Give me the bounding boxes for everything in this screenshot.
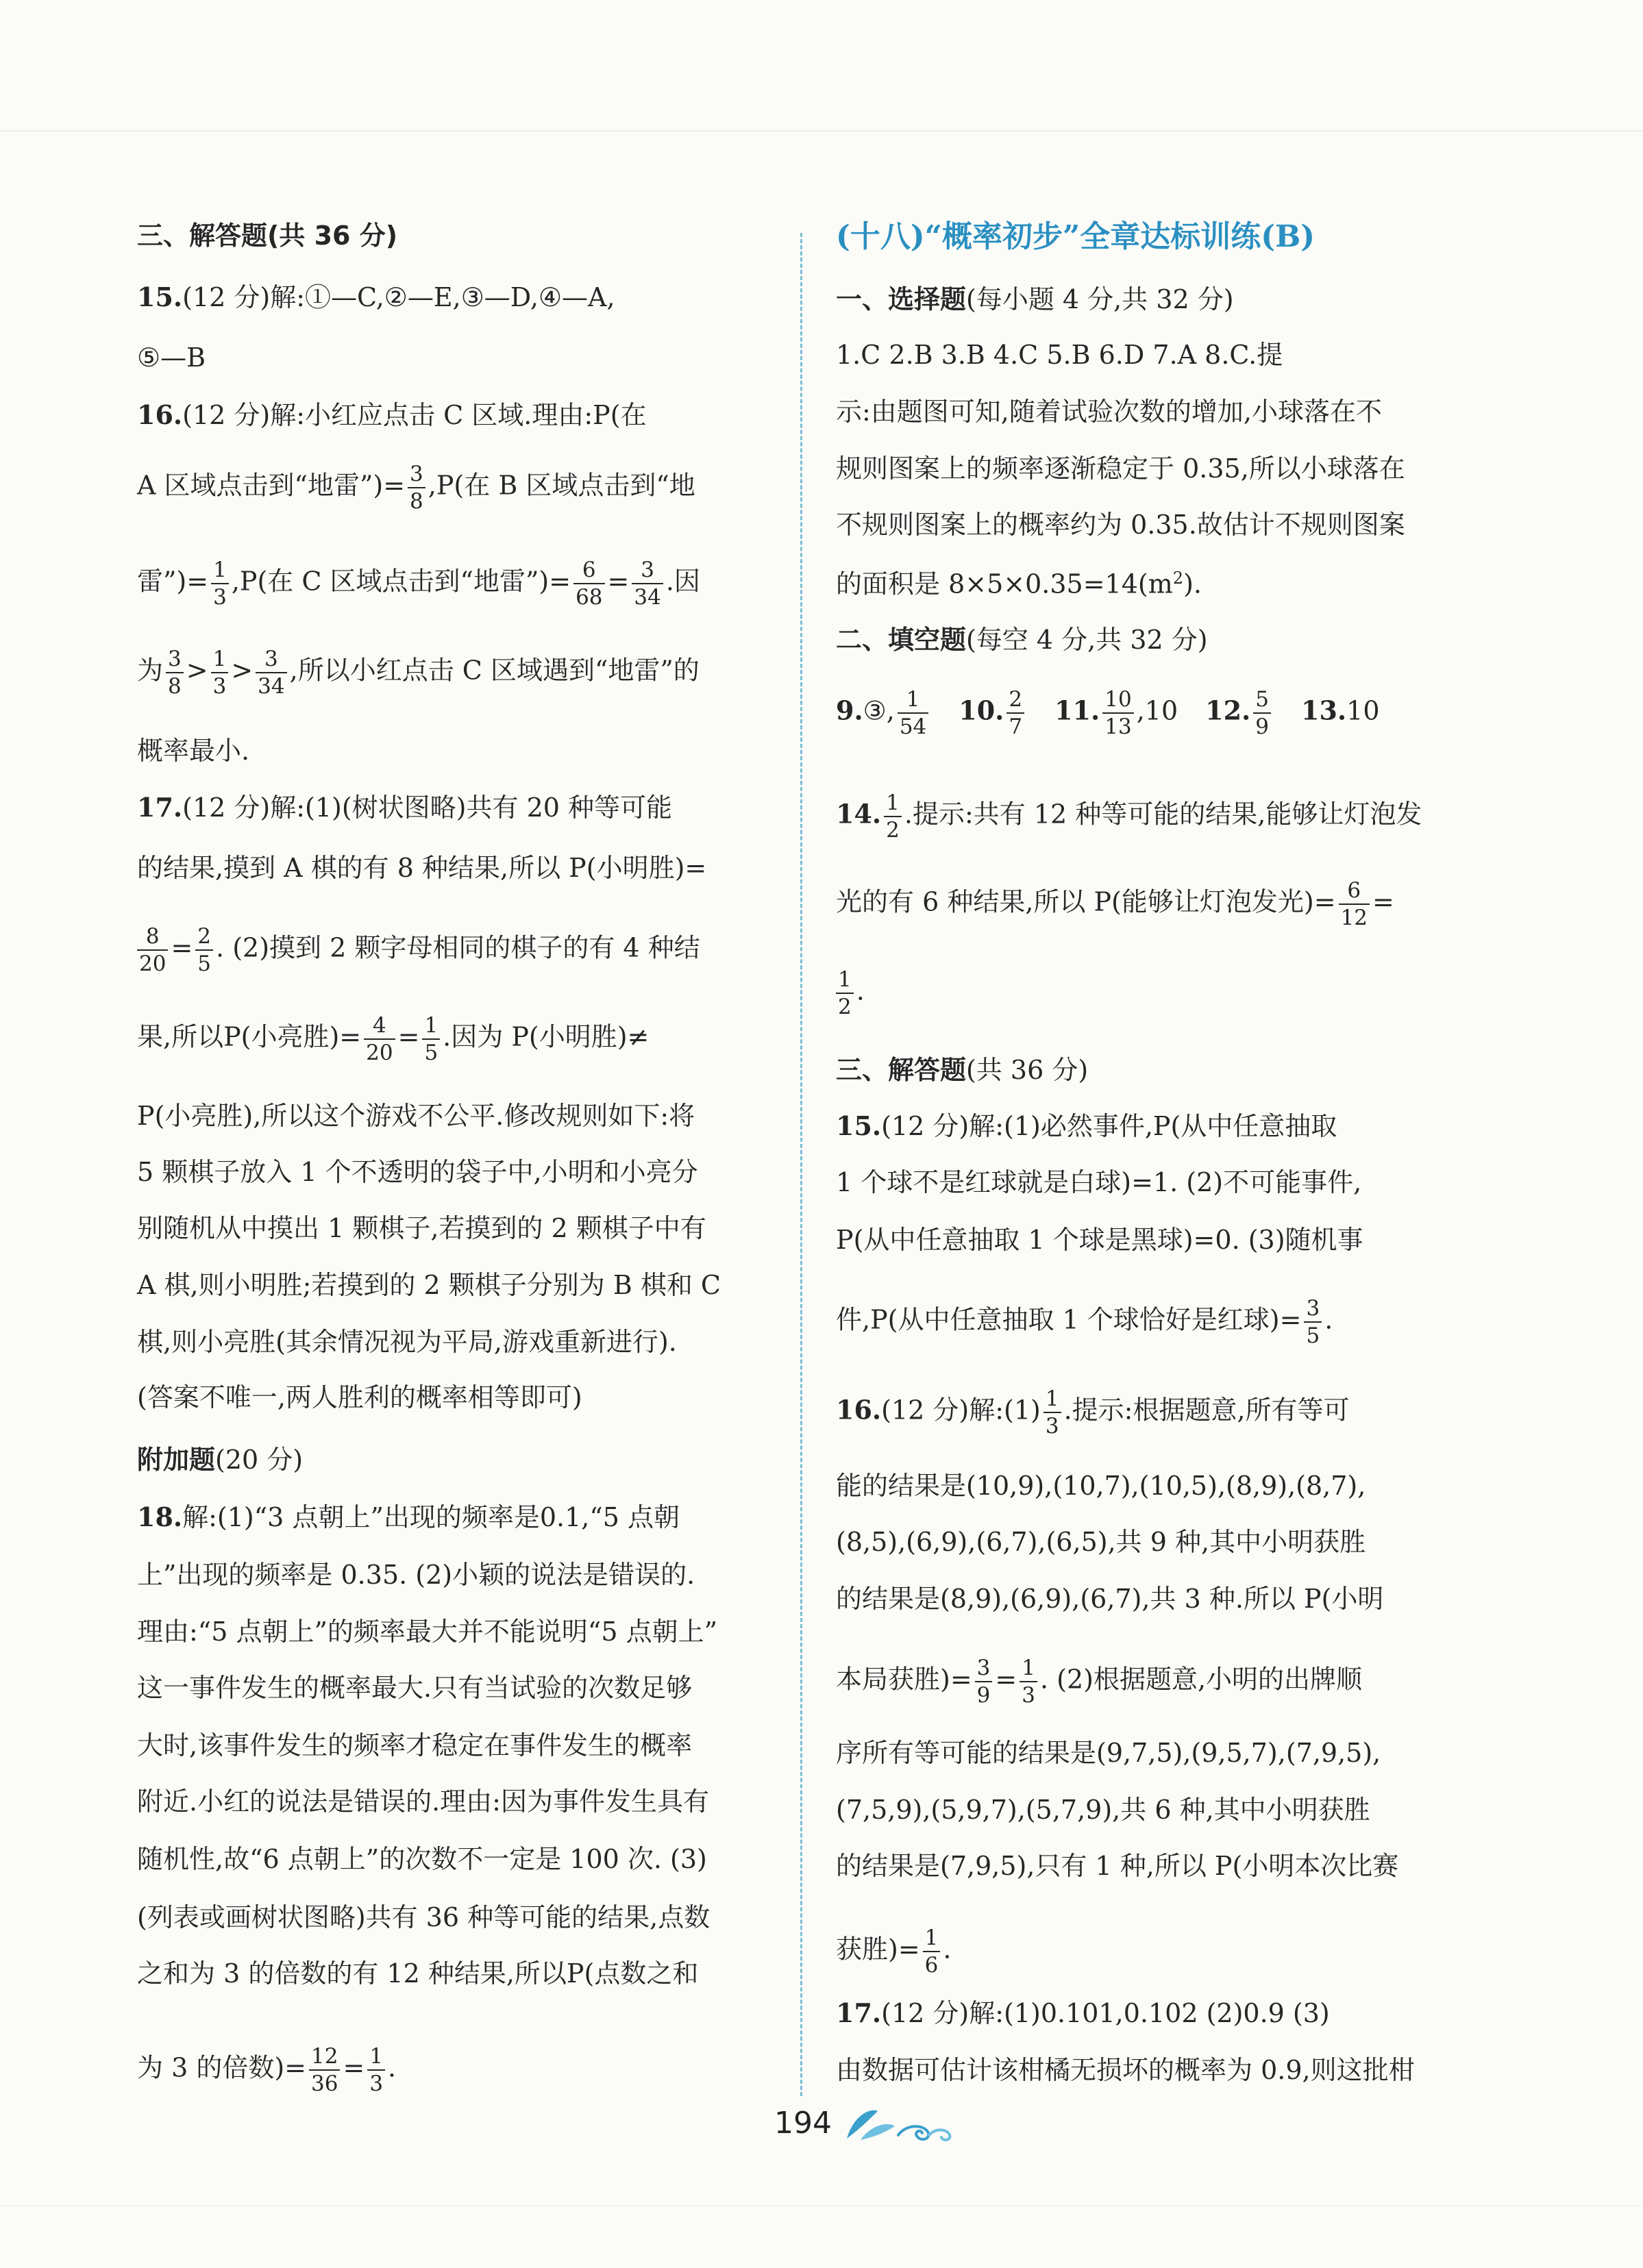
fraction	[422, 1014, 440, 1064]
numerator: 1	[898, 688, 928, 714]
text: 解:(1)“3 点朝上”出现的频率是0.1,“5 点朝	[182, 1502, 680, 1532]
text: =	[343, 2052, 365, 2083]
numerator: 2	[1006, 688, 1024, 714]
fraction	[211, 647, 229, 698]
fraction	[975, 1656, 993, 1707]
denominator: 5	[424, 1040, 438, 1066]
numerator: 3	[975, 1656, 993, 1682]
text: >	[186, 655, 208, 686]
text-line: 序所有等可能的结果是(9,7,5),(9,5,7),(7,9,5),	[836, 1738, 1381, 1768]
numerator: 1	[1020, 1656, 1037, 1682]
text: 为 3 的倍数)=	[137, 2052, 307, 2083]
swirl-shape	[929, 2130, 950, 2140]
text: .	[388, 2052, 397, 2083]
fraction	[836, 968, 854, 1019]
text-line	[137, 2045, 396, 2095]
text-line: 示:由题图可知,随着试验次数的增加,小球落在不	[836, 397, 1382, 427]
denominator: 20	[366, 1040, 393, 1066]
section-heading: 三、解答题(共 36 分)	[137, 221, 398, 251]
numerator: 1	[211, 558, 229, 584]
denominator: 3	[1045, 1414, 1059, 1439]
text: 二、填空题	[836, 625, 967, 655]
text: 件,P(从中任意抽取 1 个球恰好是红球)=	[836, 1304, 1302, 1335]
fraction	[898, 688, 928, 738]
answer-17	[836, 1997, 1330, 2028]
fraction	[256, 647, 286, 698]
denominator: 9	[976, 1683, 991, 1708]
fraction	[367, 2045, 385, 2095]
fraction	[195, 925, 213, 975]
question-number: 13.	[1301, 695, 1347, 726]
bonus-heading	[137, 1447, 303, 1473]
fraction	[1020, 1656, 1037, 1707]
fraction	[211, 558, 229, 609]
text: .因为 P(小明胜)≠	[443, 1021, 650, 1052]
numerator: 1	[422, 1014, 440, 1040]
text-line	[836, 1297, 1333, 1347]
text: .提示:根据题意,所有等可	[1063, 1395, 1350, 1425]
text: =	[1372, 886, 1394, 917]
text: .提示:共有 12 种等可能的结果,能够让灯泡发	[904, 799, 1422, 830]
text: 为	[137, 655, 164, 686]
leaf-shape	[861, 2124, 895, 2140]
answer-18	[137, 1501, 680, 1532]
fraction	[1102, 688, 1133, 738]
text-line	[137, 1014, 649, 1064]
numerator: 6	[573, 558, 604, 584]
text-line	[137, 558, 700, 609]
fraction	[309, 2045, 340, 2095]
text: 10	[1346, 695, 1380, 726]
superscript: 2	[1172, 569, 1184, 588]
numerator: 12	[309, 2045, 340, 2071]
text: 三、解答题	[836, 1055, 967, 1085]
text-line: 的结果是(7,9,5),只有 1 种,所以 P(小明本次比赛	[836, 1851, 1399, 1881]
text: (每小题 4 分,共 32 分)	[966, 284, 1234, 314]
column-divider	[800, 233, 802, 2096]
text: ③,	[863, 695, 895, 726]
fraction	[408, 462, 425, 513]
text-line: 规则图案上的频率逐渐稳定于 0.35,所以小球落在	[836, 453, 1405, 484]
text: 附加题	[137, 1445, 216, 1475]
text-line: (答案不唯一,两人胜利的概率相等即可)	[137, 1382, 582, 1412]
denominator: 68	[576, 585, 603, 610]
text-line: (7,5,9),(5,9,7),(5,7,9),共 6 种,其中小明获胜	[836, 1795, 1370, 1825]
fraction	[573, 558, 604, 609]
numerator: 6	[1339, 879, 1370, 905]
question-number: 14.	[836, 798, 882, 830]
answer-15	[137, 284, 615, 310]
text-line	[137, 647, 700, 698]
text-line	[137, 462, 695, 513]
question-number: 12.	[1205, 695, 1251, 726]
text: (12 分)解:(1)必然事件,P(从中任意抽取	[881, 1111, 1337, 1141]
denominator: 5	[1306, 1323, 1320, 1349]
text-line: P(从中任意抽取 1 个球是黑球)=0. (3)随机事	[836, 1225, 1363, 1255]
text-line: 的结果是(8,9),(6,9),(6,7),共 3 种.所以 P(小明	[836, 1584, 1384, 1614]
numerator: 3	[166, 647, 184, 673]
numerator: 1	[923, 1926, 941, 1952]
numerator: 1	[884, 791, 902, 817]
text-line: ⑤—B	[137, 342, 206, 373]
answer-17	[137, 792, 673, 823]
text: 一、选择题	[836, 284, 967, 314]
numerator: 4	[364, 1014, 395, 1040]
text-line: A 棋,则小明胜;若摸到的 2 颗棋子分别为 B 棋和 C	[137, 1270, 721, 1300]
denominator: 13	[1104, 714, 1132, 740]
denominator: 8	[410, 489, 423, 514]
text: 的面积是 8×5×0.35=14(m	[836, 569, 1173, 599]
numerator: 3	[256, 647, 286, 673]
text-line: 5 颗棋子放入 1 个不透明的袋子中,小明和小亮分	[137, 1157, 698, 1187]
question-number: 18.	[137, 1501, 183, 1532]
denominator: 3	[1022, 1683, 1035, 1708]
answer-14	[836, 791, 1422, 842]
text-line: 能的结果是(10,9),(10,7),(10,5),(8,9),(8,7),	[836, 1471, 1366, 1501]
text: .	[1324, 1304, 1333, 1335]
denominator: 8	[168, 674, 182, 699]
numerator: 3	[632, 558, 663, 584]
numerator: 2	[195, 925, 213, 951]
text: . (2)根据题意,小明的出牌顺	[1039, 1664, 1363, 1695]
text-line: 上”出现的频率是 0.35. (2)小颖的说法是错误的.	[137, 1560, 695, 1590]
text-line: 之和为 3 的倍数的有 12 种结果,所以P(点数之和	[137, 1958, 699, 1989]
question-number: 17.	[137, 792, 183, 823]
denominator: 3	[369, 2071, 384, 2097]
text: ,10	[1136, 695, 1178, 726]
denominator: 3	[212, 674, 227, 699]
denominator: 9	[1255, 714, 1270, 740]
text: =	[397, 1021, 420, 1052]
text: A 区域点击到“地雷”)=	[137, 470, 406, 501]
fraction	[137, 925, 168, 975]
fraction	[884, 791, 902, 842]
answer-15	[836, 1110, 1337, 1141]
denominator: 34	[258, 674, 285, 699]
denominator: 2	[886, 818, 900, 843]
numerator: 5	[1253, 688, 1271, 714]
section-heading	[836, 627, 1208, 653]
text: =	[995, 1664, 1017, 1695]
answer-16	[137, 399, 647, 430]
text-line: 概率最小.	[137, 736, 250, 766]
denominator: 3	[213, 585, 227, 610]
numerator: 10	[1102, 688, 1133, 714]
fraction	[923, 1926, 941, 1977]
denominator: 5	[197, 951, 212, 977]
text: (12 分)解:(1)(树状图略)共有 20 种等可能	[182, 793, 673, 823]
text: (12 分)解:①—C,②—E,③—D,④—A,	[182, 282, 615, 312]
fraction	[364, 1014, 395, 1064]
fraction	[632, 558, 663, 609]
denominator: 34	[634, 585, 661, 610]
page-number: 194	[774, 2106, 832, 2141]
text: 果,所以P(小亮胜)=	[137, 1021, 362, 1052]
text: (每空 4 分,共 32 分)	[966, 625, 1208, 655]
answer-16	[836, 1387, 1350, 1438]
text-line	[836, 968, 865, 1019]
text-line: 大时,该事件发生的频率才稳定在事件发生的概率	[137, 1730, 693, 1760]
text-line: 棋,则小亮胜(其余情况视为平局,游戏重新进行).	[137, 1327, 677, 1357]
text: 光的有 6 种结果,所以 P(能够让灯泡发光)=	[836, 886, 1336, 917]
text: 雷”)=	[137, 566, 209, 597]
text: . (2)摸到 2 颗字母相同的棋子的有 4 种结	[216, 932, 700, 963]
denominator: 7	[1009, 714, 1023, 740]
question-number: 11.	[1054, 695, 1100, 726]
text: 获胜)=	[836, 1934, 920, 1965]
swirl-shape	[898, 2126, 928, 2139]
text-line: 由数据可估计该柑橘无损坏的概率为 0.9,则这批柑	[836, 2055, 1415, 2085]
text-line: 的结果,摸到 A 棋的有 8 种结果,所以 P(小明胜)=	[137, 853, 707, 883]
text-line: 不规则图案上的概率约为 0.35.故估计不规则图案	[836, 510, 1405, 540]
numerator: 1	[836, 968, 854, 994]
question-number: 16.	[836, 1394, 882, 1425]
text: 本局获胜)=	[836, 1664, 972, 1695]
fraction	[1006, 688, 1024, 738]
text-line: 附近.小红的说法是错误的.理由:因为事件发生具有	[137, 1786, 709, 1817]
text: .	[856, 975, 865, 1006]
section-heading	[836, 1057, 1088, 1083]
text: ,所以小红点击 C 区域遇到“地雷”的	[289, 655, 700, 686]
text-line	[836, 1656, 1362, 1707]
leaf-ornament-svg	[840, 2104, 956, 2145]
section-heading	[836, 286, 1234, 312]
text: (12 分)解:(1)0.101,0.102 (2)0.9 (3)	[881, 1998, 1330, 2028]
text: ).	[1183, 569, 1202, 599]
text-line	[836, 1926, 952, 1977]
fraction	[1304, 1297, 1322, 1347]
text-line: 理由:“5 点朝上”的频率最大并不能说明“5 点朝上”	[137, 1617, 718, 1647]
text: .因	[665, 566, 700, 597]
fraction	[1339, 879, 1370, 930]
denominator: 6	[924, 1953, 939, 1978]
text: ,P(在 B 区域点击到“地	[428, 470, 695, 501]
text-line: 1 个球不是红球就是白球)=1. (2)不可能事件,	[836, 1167, 1362, 1197]
chapter-title: (十八)“概率初步”全章达标训练(B)	[836, 219, 1315, 254]
numerator: 1	[367, 2045, 385, 2071]
question-number: 17.	[836, 1997, 882, 2028]
text-line: P(小亮胜),所以这个游戏不公平.修改规则如下:将	[137, 1101, 695, 1131]
denominator: 12	[1340, 906, 1368, 931]
text: =	[607, 566, 630, 597]
fraction	[1043, 1387, 1061, 1438]
fraction	[1253, 688, 1271, 738]
text-line	[836, 570, 1202, 597]
text: (12 分)解:小红应点击 C 区域.理由:P(在	[182, 400, 647, 430]
text: =	[171, 932, 193, 963]
numerator: 8	[137, 925, 168, 951]
question-number: 9.	[836, 695, 863, 726]
text-line	[137, 925, 700, 975]
text-line: 随机性,故“6 点朝上”的次数不一定是 100 次. (3)	[137, 1844, 707, 1874]
question-number: 15.	[836, 1110, 882, 1141]
text-line: 别随机从中摸出 1 颗棋子,若摸到的 2 颗棋子中有	[137, 1213, 706, 1243]
fill-answers	[836, 688, 1380, 738]
question-number: 15.	[137, 282, 183, 312]
numerator: 1	[1043, 1387, 1061, 1413]
numerator: 3	[1304, 1297, 1322, 1323]
denominator: 54	[899, 714, 927, 740]
text: (共 36 分)	[966, 1055, 1089, 1085]
question-number: 16.	[137, 399, 183, 430]
text-line: (8,5),(6,9),(6,7),(6,5),共 9 种,其中小明获胜	[836, 1527, 1366, 1557]
text-line: (列表或画树状图略)共有 36 种等可能的结果,点数	[137, 1902, 711, 1932]
denominator: 36	[311, 2071, 338, 2097]
question-number: 10.	[959, 695, 1004, 726]
text-line: 1.C 2.B 3.B 4.C 5.B 6.D 7.A 8.C.提	[836, 340, 1283, 370]
numerator: 1	[211, 647, 229, 673]
fraction	[166, 647, 184, 698]
text: (12 分)解:(1)	[881, 1395, 1041, 1425]
text-line	[836, 879, 1394, 930]
numerator: 3	[408, 462, 425, 488]
denominator: 20	[139, 951, 166, 977]
header-rule	[0, 130, 1643, 132]
text-line: 这一事件发生的概率最大.只有当试验的次数足够	[137, 1673, 693, 1703]
denominator: 2	[838, 995, 852, 1020]
text: >	[231, 655, 254, 686]
text: .	[943, 1934, 952, 1965]
text: ,P(在 C 区域点击到“地雷”)=	[231, 566, 571, 597]
leaf-ornament-icon	[840, 2104, 956, 2148]
text: (20 分)	[215, 1445, 304, 1475]
